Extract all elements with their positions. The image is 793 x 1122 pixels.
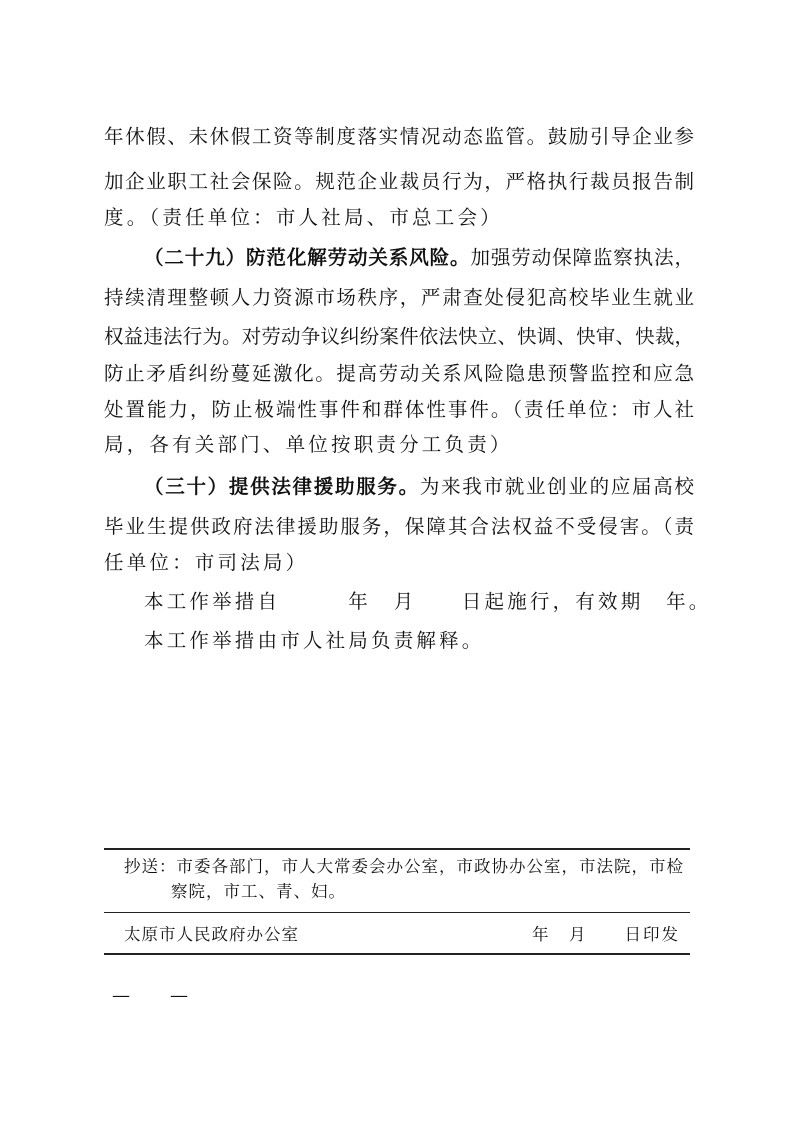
- page-number-dash-left: —: [112, 985, 130, 1006]
- page-number-dash-right: —: [170, 985, 188, 1006]
- body-line: 权益违法行为。对劳动争议纠纷案件依法快立、快调、快审、快裁，: [104, 325, 694, 348]
- issuer: 太原市人民政府办公室: [124, 925, 299, 944]
- body-line: 持续清理整顿人力资源市场秩序，严肃查处侵犯高校毕业生就业: [104, 286, 694, 309]
- body-line: 任单位：市司法局）: [104, 551, 309, 574]
- body-line: 毕业生提供政府法律援助服务，保障其合法权益不受侵害。（责: [104, 515, 694, 538]
- interpretation-line: 本工作举措由市人社局负责解释。: [144, 629, 485, 652]
- body-line: 防止矛盾纠纷蔓延激化。提高劳动关系风险隐患预警监控和应急: [104, 362, 694, 385]
- item-30-first-line: [144, 475, 694, 499]
- item-29-first-line: [144, 246, 694, 270]
- body-line: 度。（责任单位：市人社局、市总工会）: [104, 206, 503, 229]
- footer-bottom-rule: [104, 953, 690, 955]
- cc-line-1: 抄送：市委各部门，市人大常委会办公室，市政协办公室，市法院，市检: [124, 857, 684, 876]
- body-line: 加企业职工社会保险。规范企业裁员行为，严格执行裁员报告制: [104, 170, 694, 193]
- item-30-heading: （三十）提供法律援助服务。: [144, 475, 420, 498]
- print-date: 年 月 日印发: [532, 925, 680, 944]
- body-line: 局，各有关部门、单位按职责分工负责）: [104, 433, 513, 456]
- footer-middle-rule: [104, 912, 690, 913]
- body-line: 年休假、未休假工资等制度落实情况动态监管。鼓励引导企业参: [104, 125, 694, 148]
- effective-date-line: 本工作举措自 年 月 日起施行，有效期 年。: [144, 590, 712, 613]
- cc-line-2: 察院，市工、青、妇。: [171, 882, 346, 901]
- footer-top-rule: [104, 848, 690, 850]
- item-29-heading: （二十九）防范化解劳动关系风险。: [144, 246, 471, 269]
- body-line: 处置能力，防止极端性事件和群体性事件。（责任单位：市人社: [104, 398, 694, 421]
- item-29-text: 加强劳动保障监察执法，: [470, 246, 694, 269]
- item-30-text: 为来我市就业创业的应届高校: [419, 475, 694, 498]
